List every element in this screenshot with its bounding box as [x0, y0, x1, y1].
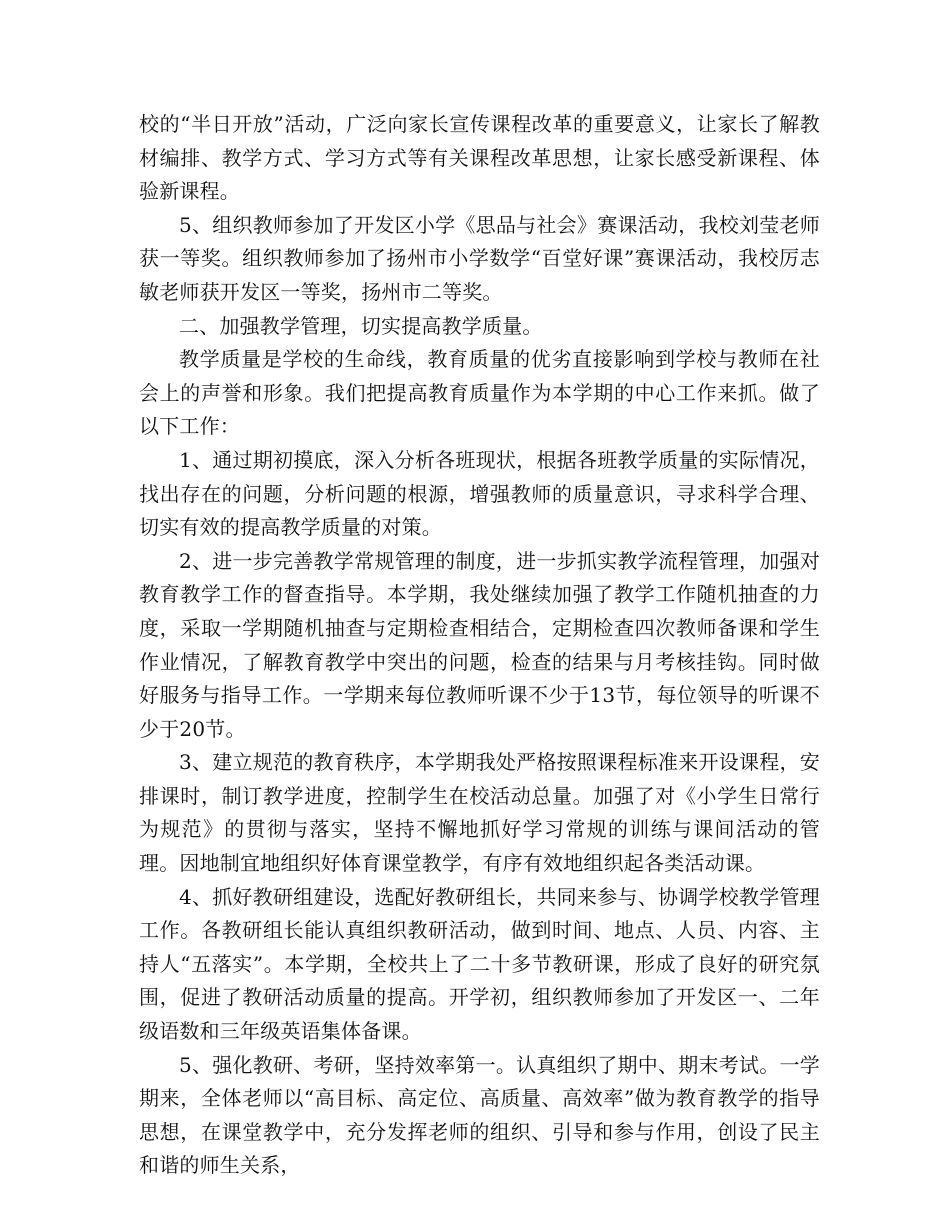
- section-heading: 二、加强教学管理，切实提高教学质量。: [179, 313, 543, 338]
- paragraph-1: 校的“半日开放”活动，广泛向家长宣传课程改革的重要意义，让家长了解教材编排、教学方式、学习方式等有关课程改革思想，让家长感受新课程、体验新课程。: [139, 112, 820, 204]
- paragraph-9: 5、强化教研、考研，坚持效率第一。认真组织了期中、期末考试。一学期来，全体老师以“高目标、高定位、高质量、高效率”做为教育教学的指导思想，在课堂教学中，充分发挥老师的组织、引导和参与作用，创设了民主和谐的师生关系，: [139, 1052, 820, 1178]
- paragraph-5: 1、通过期初摸底，深入分析各班现状，根据各班教学质量的实际情况，找出存在的问题，分析问题的根源，增强教师的质量意识，寻求科学合理、切实有效的提高教学质量的对策。: [139, 447, 820, 540]
- paragraph-8: 4、抓好教研组建设，选配好教研组长，共同来参与、协调学校教学管理工作。各教研组长能认真组织教研活动，做到时间、地点、人员、内容、主持人“五落实”。本学期，全校共上了二十多节教研课，形成了良好的研究氛围，促进了教研活动质量的提高。开学初，组织教师参加了开发区一、二年级语数和三年级英语集体备课。: [139, 884, 820, 1044]
- paragraph-4: 教学质量是学校的生命线，教育质量的优劣直接影响到学校与教师在社会上的声誉和形象。我们把提高教育质量作为本学期的中心工作来抓。做了以下工作：: [139, 347, 820, 439]
- paragraph-7: 3、建立规范的教育秩序，本学期我处严格按照课程标准来开设课程，安排课时，制订教学进度，控制学生在校活动总量。加强了对《小学生日常行为规范》的贯彻与落实，坚持不懈地抓好学习常规的训练与课间活动的管理。因地制宜地组织好体育课堂教学，有序有效地组织起各类活动课。: [139, 750, 820, 876]
- paragraph-2: 5、组织教师参加了开发区小学《思品与社会》赛课活动，我校刘莹老师获一等奖。组织教师参加了扬州市小学数学“百堂好课”赛课活动，我校厉志敏老师获开发区一等奖，扬州市二等奖。: [139, 212, 820, 304]
- document-page: [139, 108, 820, 1183]
- paragraph-6: 2、进一步完善教学常规管理的制度，进一步抓实教学流程管理，加强对教育教学工作的督查指导。本学期，我处继续加强了教学工作随机抽查的力度，采取一学期随机抽查与定期检查相结合，定期检查四次教师备课和学生作业情况，了解教育教学中突出的问题，检查的结果与月考核挂钩。同时做好服务与指导工作。一学期来每位教师听课不少于13节，每位领导的听课不少于20节。: [139, 548, 820, 741]
